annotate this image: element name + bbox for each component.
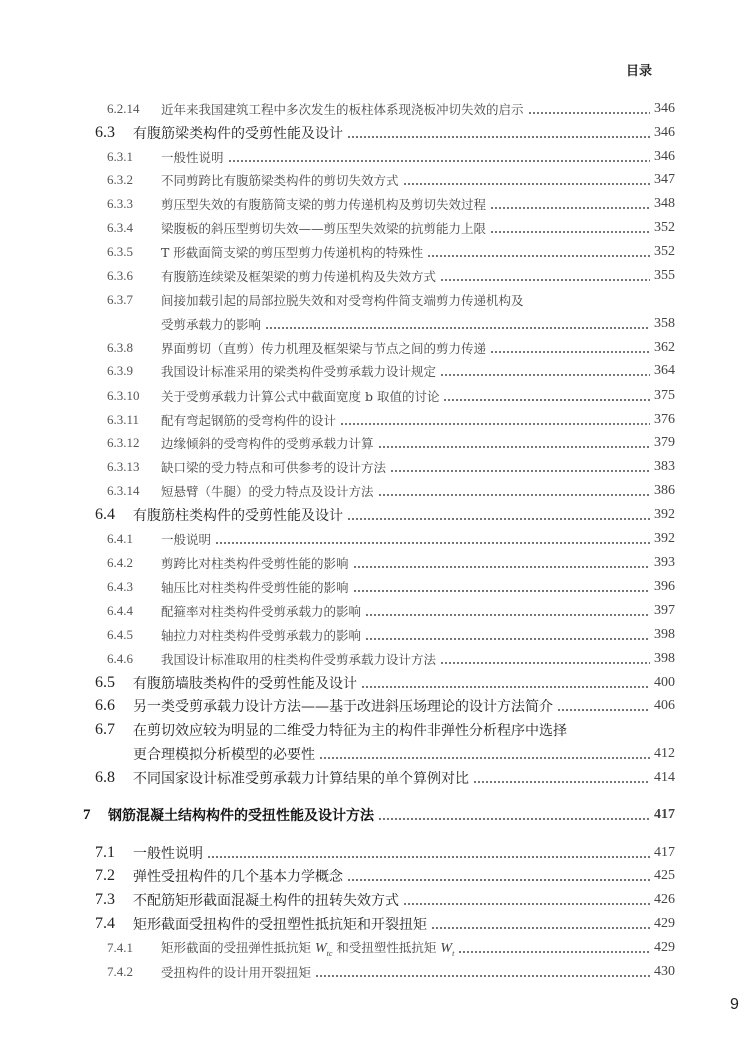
toc-entry[interactable] xyxy=(107,360,675,382)
toc-entry[interactable] xyxy=(107,169,675,191)
entry-title: 缺口梁的受力特点和可供参考的设计方法 xyxy=(161,460,387,475)
entry-number: 6.4.4 xyxy=(107,603,133,618)
entry-title: 一般性说明 xyxy=(161,150,224,165)
entry-page: 392 xyxy=(654,507,675,522)
toc-entry[interactable] xyxy=(95,889,675,911)
entry-number: 6.4.5 xyxy=(107,627,133,642)
entry-title: 弹性受扭构件的几个基本力学概念 xyxy=(133,869,343,885)
entry-page: 364 xyxy=(654,363,675,378)
dot-leader xyxy=(265,313,650,335)
entry-page: 398 xyxy=(654,627,675,642)
entry-page: 355 xyxy=(654,268,675,283)
entry-page: 429 xyxy=(654,916,675,931)
entry-title: 关于受剪承载力计算公式中截面宽度 b 取值的讨论 xyxy=(161,389,440,404)
dot-leader xyxy=(361,672,650,694)
toc-entry[interactable] xyxy=(95,842,675,864)
toc-entry[interactable] xyxy=(107,337,675,359)
dot-leader xyxy=(215,528,650,550)
dot-leader xyxy=(473,767,650,789)
entry-title: 在剪切效应较为明显的二维受力特征为主的构件非弹性分析程序中选择 xyxy=(133,723,567,739)
entry-number: 7.4.2 xyxy=(107,964,133,979)
entry-title: 有腹筋墙肢类构件的受剪性能及设计 xyxy=(133,676,357,692)
dot-leader xyxy=(378,432,650,454)
entry-number: 6.4.3 xyxy=(107,579,133,594)
entry-title: 不配筋矩形截面混凝土构件的扭转失效方式 xyxy=(133,893,399,909)
entry-page: 376 xyxy=(654,412,675,427)
entry-title: 配箍率对柱类构件受剪承载力的影响 xyxy=(161,604,362,619)
entry-title: 轴压比对柱类构件受剪性能的影响 xyxy=(161,580,349,595)
entry-page: 379 xyxy=(654,435,675,450)
entry-title: 有腹筋梁类构件的受剪性能及设计 xyxy=(133,126,343,142)
dot-leader xyxy=(347,122,650,144)
toc-entry[interactable] xyxy=(95,719,675,741)
entry-title-line2: 更合理模拟分析模型的必要性 xyxy=(133,747,315,763)
dot-leader xyxy=(340,409,650,431)
entry-number: 6.3.10 xyxy=(107,388,140,403)
dot-leader xyxy=(440,648,650,670)
toc-entry[interactable] xyxy=(107,432,675,454)
toc-entry[interactable] xyxy=(95,672,675,694)
dot-leader xyxy=(427,241,650,263)
math-variable: $W_t$ xyxy=(440,941,455,958)
entry-number: 6.7 xyxy=(95,721,115,738)
entry-title: 矩形截面的受扭弹性抵抗矩 $W_{tc}$ 和受扭塑性抵抗矩 $W_t$ xyxy=(161,940,455,958)
entry-number: 6.4.6 xyxy=(107,651,133,666)
toc-entry[interactable] xyxy=(107,961,675,983)
entry-page: 398 xyxy=(654,651,675,666)
entry-page: 352 xyxy=(654,220,675,235)
toc-entry[interactable] xyxy=(107,480,675,502)
entry-number: 6.6 xyxy=(95,697,115,714)
dot-leader xyxy=(347,865,650,887)
entry-number: 6.3.14 xyxy=(107,483,140,498)
entry-title: 我国设计标准取用的柱类构件受剪承载力设计方法 xyxy=(161,652,437,667)
entry-number: 6.3 xyxy=(95,124,115,141)
entry-page: 397 xyxy=(654,603,675,618)
entry-title: 我国设计标准采用的梁类构件受剪承载力设计规定 xyxy=(161,364,437,379)
dot-leader xyxy=(440,360,650,382)
entry-page: 425 xyxy=(654,868,675,883)
toc-entry[interactable] xyxy=(95,865,675,887)
toc-entry[interactable] xyxy=(95,695,675,717)
dot-leader xyxy=(378,480,650,502)
entry-number: 6.5 xyxy=(95,674,115,691)
entry-number: 6.3.13 xyxy=(107,459,140,474)
toc-entry[interactable] xyxy=(107,217,675,239)
entry-page: 414 xyxy=(654,770,675,785)
entry-number: 6.4 xyxy=(95,506,115,523)
toc-entry[interactable] xyxy=(107,193,675,215)
entry-title: 不同剪跨比有腹筋梁类构件的剪切失效方式 xyxy=(161,173,399,188)
entry-number: 6.3.11 xyxy=(107,412,140,427)
toc-entry[interactable] xyxy=(107,552,675,574)
toc-entry[interactable] xyxy=(107,528,675,550)
entry-page: 346 xyxy=(654,149,675,164)
entry-title: 有腹筋柱类构件的受剪性能及设计 xyxy=(133,508,343,524)
entry-number: 6.3.9 xyxy=(107,363,133,378)
entry-number: 6.3.6 xyxy=(107,268,133,283)
toc-entry[interactable] xyxy=(95,767,675,789)
dot-leader xyxy=(528,289,671,311)
entry-title: 剪跨比对柱类构件受剪性能的影响 xyxy=(161,556,349,571)
toc-entry[interactable] xyxy=(107,937,675,959)
entry-number: 6.3.3 xyxy=(107,196,133,211)
entry-number: 6.2.14 xyxy=(107,101,140,116)
entry-title: 一般说明 xyxy=(161,532,212,547)
entry-title: 近年来我国建筑工程中多次发生的板柱体系现浇板冲切失效的启示 xyxy=(161,102,524,117)
toc-entry[interactable] xyxy=(107,409,675,431)
entry-title: 短悬臂（牛腿）的受力特点及设计方法 xyxy=(161,484,374,499)
entry-page: 392 xyxy=(654,531,675,546)
dot-leader xyxy=(353,576,650,598)
entry-page: 346 xyxy=(654,125,675,140)
entry-number: 6.4.1 xyxy=(107,531,133,546)
entry-number: 6.3.12 xyxy=(107,435,140,450)
dot-leader xyxy=(431,913,650,935)
entry-title: 间接加载引起的局部拉脱失效和对受弯构件简支端剪力传递机构及 xyxy=(161,293,524,308)
entry-page: 426 xyxy=(654,892,675,907)
entry-page: 348 xyxy=(654,196,675,211)
entry-page: 352 xyxy=(654,244,675,259)
entry-number: 6.3.7 xyxy=(107,292,133,307)
toc-entry[interactable] xyxy=(107,600,675,622)
toc-entry[interactable] xyxy=(95,913,675,935)
entry-page: 346 xyxy=(654,101,675,116)
entry-page: 430 xyxy=(654,964,675,979)
entry-title: 另一类受剪承载力设计方法——基于改进斜压场理论的设计方法简介 xyxy=(133,699,553,715)
entry-number: 7 xyxy=(83,806,91,823)
toc-entry[interactable] xyxy=(107,576,675,598)
entry-number: 6.3.2 xyxy=(107,172,133,187)
dot-leader xyxy=(528,98,650,120)
toc-entry[interactable] xyxy=(107,385,675,407)
entry-page: 417 xyxy=(654,845,675,860)
entry-title: T 形截面简支梁的剪压型剪力传递机构的特殊性 xyxy=(161,245,424,260)
entry-title: 不同国家设计标准受剪承载力计算结果的单个算例对比 xyxy=(133,771,469,787)
dot-leader xyxy=(353,552,650,574)
dot-leader xyxy=(228,146,650,168)
math-variable: $W_{tc}$ xyxy=(314,941,333,958)
entry-page: 429 xyxy=(654,940,675,955)
toc-entry[interactable] xyxy=(107,648,675,670)
toc-entry[interactable] xyxy=(107,289,675,311)
entry-number: 6.8 xyxy=(95,769,115,786)
dot-leader xyxy=(403,169,650,191)
toc-entry[interactable] xyxy=(95,504,675,526)
toc-entry[interactable] xyxy=(107,265,675,287)
entry-title: 一般性说明 xyxy=(133,846,203,862)
entry-number: 6.3.5 xyxy=(107,244,133,259)
entry-number: 6.3.4 xyxy=(107,220,133,235)
dot-leader xyxy=(365,624,650,646)
entry-number: 7.3 xyxy=(95,891,115,908)
dot-leader xyxy=(490,217,650,239)
toc-entry[interactable] xyxy=(107,624,675,646)
dot-leader xyxy=(490,193,650,215)
dot-leader xyxy=(440,265,650,287)
entry-title: 钢筋混凝土结构构件的受扭性能及设计方法 xyxy=(108,808,374,824)
entry-title: 轴拉力对柱类构件受剪承载力的影响 xyxy=(161,628,362,643)
entry-page: 400 xyxy=(654,675,675,690)
running-head: 目录 xyxy=(626,64,653,79)
dot-leader xyxy=(443,385,650,407)
dot-leader xyxy=(490,337,650,359)
entry-number: 7.1 xyxy=(95,844,115,861)
entry-page: 386 xyxy=(654,483,675,498)
dot-leader xyxy=(378,804,650,826)
dot-leader xyxy=(207,842,650,864)
toc-entry-continuation[interactable] xyxy=(107,313,675,335)
dot-leader xyxy=(365,600,650,622)
entry-title: 受扭构件的设计用开裂扭矩 xyxy=(161,965,312,980)
toc-entry[interactable] xyxy=(95,122,675,144)
dot-leader xyxy=(315,961,650,983)
entry-page: 393 xyxy=(654,555,675,570)
entry-number: 6.3.1 xyxy=(107,149,133,164)
entry-title: 剪压型失效的有腹筋简支梁的剪力传递机构及剪切失效过程 xyxy=(161,197,487,212)
entry-title-line2: 受剪承载力的影响 xyxy=(161,317,262,332)
entry-title: 矩形截面受扭构件的受扭塑性抵抗矩和开裂扭矩 xyxy=(133,917,427,933)
dot-leader xyxy=(458,937,650,959)
toc-entry[interactable] xyxy=(107,146,675,168)
entry-title: 有腹筋连续梁及框架梁的剪力传递机构及失效方式 xyxy=(161,269,437,284)
dot-leader xyxy=(571,719,671,741)
entry-page: 396 xyxy=(654,579,675,594)
entry-page: 383 xyxy=(654,459,675,474)
entry-number: 6.3.8 xyxy=(107,340,133,355)
entry-page: 406 xyxy=(654,698,675,713)
entry-number: 7.2 xyxy=(95,867,115,884)
entry-title: 界面剪切（直剪）传力机理及框架梁与节点之间的剪力传递 xyxy=(161,341,487,356)
dot-leader xyxy=(319,743,650,765)
toc-entry[interactable] xyxy=(107,241,675,263)
dot-leader xyxy=(347,504,650,526)
entry-page: 362 xyxy=(654,340,675,355)
page-number: 9 xyxy=(730,996,739,1013)
toc-entry[interactable] xyxy=(107,456,675,478)
dot-leader xyxy=(557,695,650,717)
toc-entry[interactable] xyxy=(83,804,675,826)
entry-number: 6.4.2 xyxy=(107,555,133,570)
entry-page: 375 xyxy=(654,388,675,403)
toc-entry[interactable] xyxy=(107,98,675,120)
entry-title: 梁腹板的斜压型剪切失效——剪压型失效梁的抗剪能力上限 xyxy=(161,221,487,236)
entry-page: 412 xyxy=(654,746,675,761)
toc-entry-continuation[interactable] xyxy=(95,743,675,765)
entry-title: 边缘倾斜的受弯构件的受剪承载力计算 xyxy=(161,436,374,451)
entry-page: 358 xyxy=(654,316,675,331)
entry-number: 7.4 xyxy=(95,915,115,932)
entry-page: 417 xyxy=(654,807,675,822)
dot-leader xyxy=(403,889,650,911)
entry-page: 347 xyxy=(654,172,675,187)
entry-number: 7.4.1 xyxy=(107,940,133,955)
dot-leader xyxy=(390,456,650,478)
entry-title: 配有弯起钢筋的受弯构件的设计 xyxy=(161,413,337,428)
